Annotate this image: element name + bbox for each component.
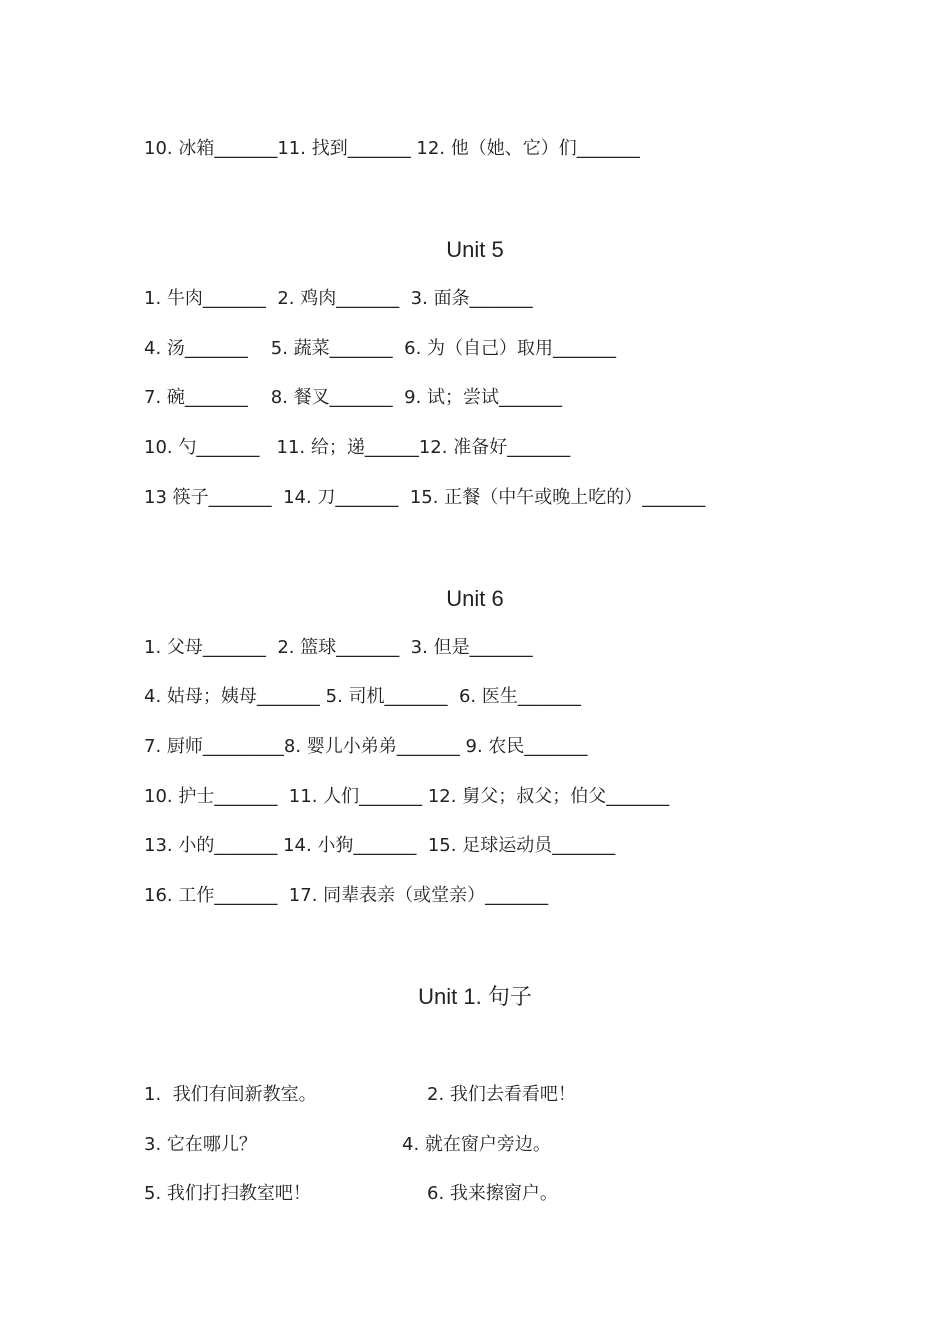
unit5-line-4: 10. 勺_______ 11. 给；递______12. 准备好_______ — [144, 437, 571, 458]
unit5-line-3: 7. 碗_______ 8. 餐叉_______ 9. 试；尝试_______ — [144, 387, 563, 408]
unit5-line-1: 1. 牛肉_______ 2. 鸡肉_______ 3. 面条_______ — [144, 288, 533, 309]
sentence-3: 3. 它在哪儿？ — [144, 1134, 257, 1155]
unit5-line-2: 4. 汤_______ 5. 蔬菜_______ 6. 为（自己）取用_______ — [144, 338, 617, 359]
unit6-line-1: 1. 父母_______ 2. 篮球_______ 3. 但是_______ — [144, 637, 533, 658]
unit5-line-5: 13 筷子_______ 14. 刀_______ 15. 正餐（中午或晚上吃的）_______ — [144, 487, 706, 508]
unit6-line-3: 7. 厨师_________8. 婴儿小弟弟_______ 9. 农民_______ — [144, 736, 588, 757]
unit6-line-4: 10. 护士_______ 11. 人们_______ 12. 舅父；叔父；伯父_______ — [144, 786, 670, 807]
sentence-4: 4. 就在窗户旁边。 — [402, 1134, 551, 1155]
unit6-line-5: 13. 小的_______ 14. 小狗_______ 15. 足球运动员_______ — [144, 835, 616, 856]
sentence-6: 6. 我来擦窗户。 — [427, 1183, 558, 1204]
unit1-heading: Unit 1. 句子 — [418, 984, 532, 1009]
unit6-line-2: 4. 姑母；姨母_______ 5. 司机_______ 6. 医生_______ — [144, 686, 581, 707]
unit5-heading: Unit 5 — [446, 237, 504, 262]
sentence-2: 2. 我们去看看吧！ — [427, 1084, 576, 1105]
unit6-line-6: 16. 工作_______ 17. 同辈表亲（或堂亲）_______ — [144, 885, 549, 906]
sentence-5: 5. 我们打扫教室吧！ — [144, 1183, 311, 1204]
sentence-1: 1. 我们有间新教室。 — [144, 1084, 317, 1105]
top-line: 10. 冰箱_______11. 找到_______ 12. 他（她、它）们_______ — [144, 138, 640, 159]
unit6-heading: Unit 6 — [446, 586, 504, 611]
